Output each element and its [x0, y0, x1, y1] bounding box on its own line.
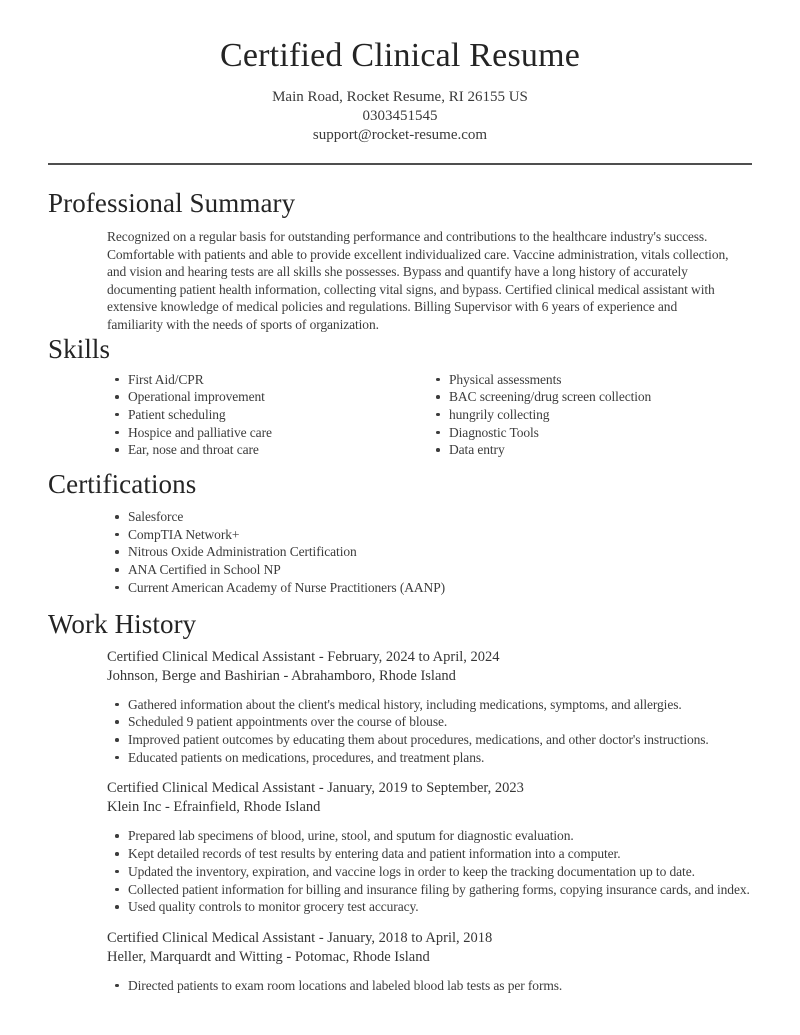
contact-info — [48, 88, 752, 145]
section-heading-professional-summary: Professional Summary — [48, 188, 296, 218]
job-bullet-list — [107, 827, 752, 916]
certifications-list — [107, 508, 752, 597]
job-bullet: Updated the inventory, expiration, and vaccine logs in order to keep the tracking documentation up to date. — [107, 863, 752, 881]
skill-item: Physical assessments — [428, 371, 752, 389]
skill-item: Operational improvement — [107, 388, 428, 406]
job-bullet-list — [107, 977, 752, 995]
job-bullet: Directed patients to exam room locations and labeled blood lab tests as per forms. — [107, 977, 752, 995]
skill-item: Data entry — [428, 441, 752, 459]
job-bullet: Kept detailed records of test results by entering data and patient information into a computer. — [107, 845, 752, 863]
job-bullet: Used quality controls to monitor grocery test accuracy. — [107, 898, 752, 916]
job-bullet: Improved patient outcomes by educating them about procedures, medications, and other doctor's instructions. — [107, 731, 752, 749]
header-divider — [48, 163, 752, 165]
job-entry — [48, 648, 752, 767]
resume-header — [48, 34, 752, 145]
section-heading-skills: Skills — [48, 333, 111, 364]
job-bullet-list — [107, 696, 752, 767]
work-history-jobs — [48, 648, 752, 995]
skill-item: Patient scheduling — [107, 406, 428, 424]
skill-item: Hospice and palliative care — [107, 424, 428, 442]
section-heading-certifications: Certifications — [48, 469, 197, 500]
job-title-line: Certified Clinical Medical Assistant - January, 2019 to September, 2023 — [107, 780, 524, 797]
skill-item: First Aid/CPR — [107, 371, 428, 389]
professional-summary-text: Recognized on a regular basis for outstanding performance and contributions to the healthcare industry's success. Comfortable with patients and able to provide excellent individualized care. Vaccine administration, vitals collection, and vision and hearing tests are all skills she possesses. Bypass and quantify have a long history of accurately documenting patient health information, collecting vital signs, and bypass. Certified clinical medical assistant with extensive knowledge of medical policies and regulations. Billing Supervisor with 6 years of experience and familiarity with the needs of sports of organization. — [107, 229, 729, 332]
job-title-line: Certified Clinical Medical Assistant - January, 2018 to April, 2018 — [107, 929, 493, 946]
contact-email: support@rocket-resume.com — [312, 127, 488, 143]
job-bullet: Prepared lab specimens of blood, urine, stool, and sputum for diagnostic evaluation. — [107, 827, 752, 845]
certification-item: CompTIA Network+ — [107, 526, 752, 544]
contact-phone: 0303451545 — [362, 108, 438, 124]
section-heading-work-history: Work History — [48, 608, 197, 639]
skill-item: BAC screening/drug screen collection — [428, 388, 752, 406]
skill-item: Ear, nose and throat care — [107, 441, 428, 459]
skills-list-right — [428, 371, 752, 460]
skill-item: Diagnostic Tools — [428, 424, 752, 442]
job-entry — [48, 779, 752, 916]
certification-item: ANA Certified in School NP — [107, 561, 752, 579]
contact-address: Main Road, Rocket Resume, RI 26155 US — [272, 89, 528, 105]
job-company-line: Klein Inc - Efrainfield, Rhode Island — [107, 799, 321, 816]
job-company-line: Heller, Marquardt and Witting - Potomac, Rhode Island — [107, 948, 430, 965]
job-title-line: Certified Clinical Medical Assistant - February, 2024 to April, 2024 — [107, 648, 500, 665]
job-bullet: Scheduled 9 patient appointments over the course of blouse. — [107, 713, 752, 731]
certification-item: Salesforce — [107, 508, 752, 526]
job-bullet: Gathered information about the client's medical history, including medications, symptoms, and allergies. — [107, 696, 752, 714]
skill-item: hungrily collecting — [428, 406, 752, 424]
certification-item: Current American Academy of Nurse Practitioners (AANP) — [107, 579, 752, 597]
job-heading — [107, 779, 752, 817]
job-company-line: Johnson, Berge and Bashirian - Abrahamboro, Rhode Island — [107, 667, 456, 684]
certification-item: Nitrous Oxide Administration Certification — [107, 543, 752, 561]
job-entry — [48, 929, 752, 995]
skills-columns — [107, 371, 752, 460]
job-bullet: Collected patient information for billing and insurance filing by gathering forms, copying insurance cards, and index. — [107, 881, 752, 899]
resume-title: Certified Clinical Resume — [219, 37, 581, 74]
skills-list-left — [107, 371, 428, 460]
job-heading — [107, 929, 752, 967]
job-bullet: Educated patients on medications, procedures, and treatment plans. — [107, 749, 752, 767]
job-heading — [107, 648, 752, 686]
